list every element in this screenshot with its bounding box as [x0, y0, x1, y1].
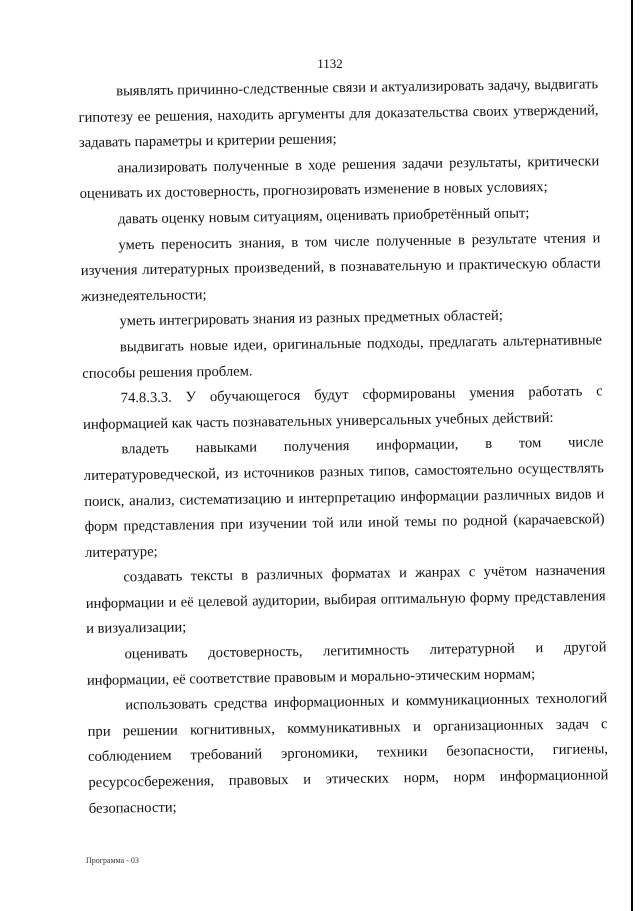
page-number: 1132 — [317, 56, 343, 71]
paragraph: давать оценку новым ситуациям, оценивать приобретённый опыт; — [117, 205, 530, 228]
paragraph: выдвигать новые идеи, оригинальные подходы, предлагать альтернативные способы решения проблем. — [82, 332, 603, 382]
paragraph: уметь переносить знания, в том числе полученные в результате чтения и изучения литературных произведений, в познавательную и практическую области жизнедеятельности; — [80, 229, 601, 305]
paragraph: использовать средства информационных и коммуникационных технологий при решении когнитивных, коммуникативных и организационных задач с соблюдением требований эргономики, техники безопасности, гигиены, ресурсосбережения, правовых и этических норм, норм информационной безопасности; — [87, 690, 609, 817]
paragraph: анализировать полученные в ходе решения задачи результаты, критически оценивать их достоверность, прогнозировать изменение в новых условиях; — [79, 153, 600, 203]
paragraph: оценивать достоверность, легитимность литературной и другой информации, её соответствие правовым и морально-этическим нормам; — [86, 639, 607, 689]
paragraph: выявлять причинно-следственные связи и актуализировать задачу, выдвигать гипотезу ее решения, находить аргументы для доказательства своих утверждений, задавать параметры и критерии решения; — [78, 76, 599, 152]
footer-note: Программа - 03 — [86, 856, 139, 865]
paragraph: владеть навыками получения информации, в том числе литературоведческой, из источников разных типов, самостоятельно осуществлять поиск, анализ, систематизацию и интерпретацию информации различных видов и форм представления при изучении той или иной темы по родной (карачаевской) литературе; — [83, 434, 605, 561]
paragraph: уметь интегрировать знания из разных предметных областей; — [119, 308, 503, 330]
section-heading-paragraph: 74.8.3.3. У обучающегося будут сформированы умения работать с информацией как часть познавательных универсальных учебных действий: — [82, 383, 603, 433]
page-edge-line — [631, 0, 633, 911]
document-body — [78, 72, 609, 822]
paragraph: создавать тексты в различных форматах и жанрах с учётом назначения информации и её целевой аудитории, выбирая оптимальную форму представления и визуализации; — [85, 562, 606, 638]
